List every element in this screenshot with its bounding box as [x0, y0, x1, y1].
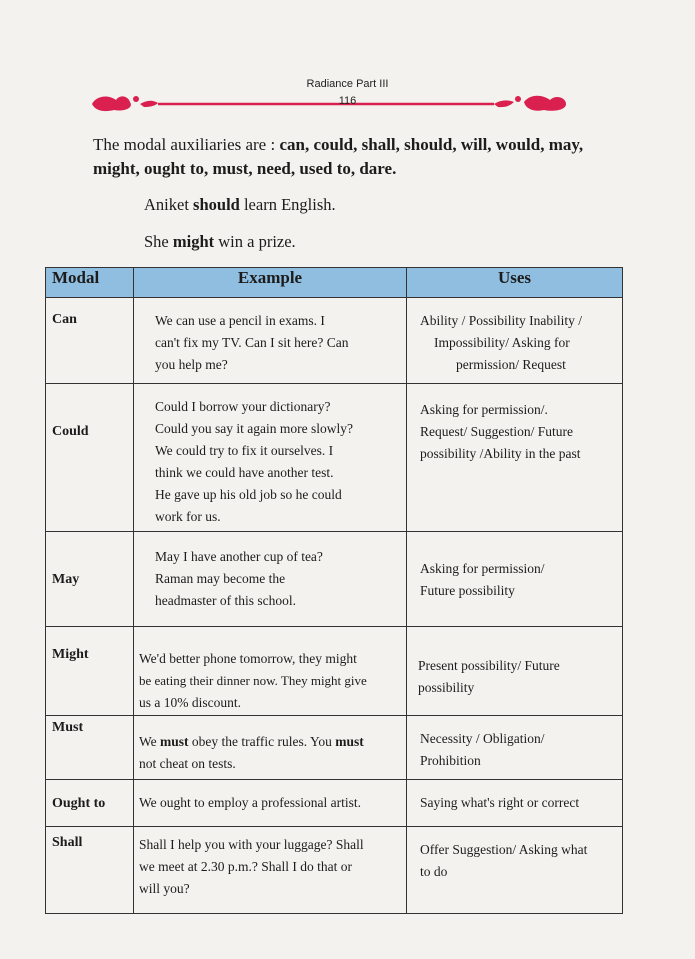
example-modal: must — [160, 734, 189, 749]
example-line: headmaster of this school. — [155, 593, 296, 608]
uses-line: Impossibility/ Asking for — [434, 335, 570, 350]
example-modal: might — [172, 232, 215, 251]
uses-line: possibility /Ability in the past — [420, 446, 581, 461]
modals-list: can, could, shall, should, will, would, may, might, ought to, must, need, used to, dare. — [93, 135, 584, 178]
intro-text: The modal auxiliaries are : — [93, 135, 280, 154]
uses-cell — [407, 780, 623, 827]
example-sentence — [144, 232, 296, 252]
table-row — [46, 627, 623, 716]
uses-line: Present possibility/ Future — [418, 658, 560, 673]
example-modal: should — [193, 195, 240, 214]
table-header-row — [46, 268, 623, 298]
uses-line: Prohibition — [420, 753, 481, 768]
example-line: Could you say it again more slowly? — [155, 421, 353, 436]
uses-line: Asking for permission/ — [420, 561, 545, 576]
modals-table — [45, 267, 623, 914]
uses-line: Future possibility — [420, 583, 515, 598]
uses-cell — [407, 716, 623, 780]
example-line: will you? — [139, 881, 190, 896]
uses-line: permission/ Request — [456, 357, 566, 372]
modal-name: Could — [46, 384, 134, 532]
table-row — [46, 532, 623, 627]
example-pre: Aniket — [144, 195, 194, 214]
uses-cell — [407, 384, 623, 532]
example-post: learn English. — [239, 195, 336, 214]
table-row — [46, 780, 623, 827]
page-number: 116 — [338, 95, 357, 107]
modal-name: Ought to — [46, 780, 134, 827]
table-row — [46, 298, 623, 384]
example-text: obey the traffic rules. You — [188, 734, 336, 749]
example-sentence — [144, 195, 336, 215]
modal-name: Can — [46, 298, 134, 384]
example-modal: must — [335, 734, 364, 749]
header-example: Example — [134, 268, 407, 298]
example-post: win a prize. — [214, 232, 296, 251]
example-cell — [134, 716, 407, 780]
example-cell — [134, 298, 407, 384]
example-line: be eating their dinner now. They might give — [139, 673, 367, 688]
example-line: you help me? — [155, 357, 228, 372]
uses-line: Request/ Suggestion/ Future — [420, 424, 573, 439]
modal-name: Must — [46, 716, 134, 780]
book-title: Radiance Part III — [306, 78, 389, 90]
header-modal: Modal — [46, 268, 134, 298]
example-line: We ought to employ a professional artist. — [139, 795, 361, 810]
example-cell — [134, 627, 407, 716]
uses-line: Necessity / Obligation/ — [420, 731, 545, 746]
example-line: Raman may become the — [155, 571, 286, 586]
example-cell — [134, 780, 407, 827]
uses-line: Offer Suggestion/ Asking what — [420, 842, 588, 857]
modal-name: May — [46, 532, 134, 627]
uses-cell — [407, 627, 623, 716]
uses-line: Asking for permission/. — [420, 402, 548, 417]
example-line: can't fix my TV. Can I sit here? Can — [155, 335, 349, 350]
table-row — [46, 384, 623, 532]
uses-line: to do — [420, 864, 448, 879]
example-line: we meet at 2.30 p.m.? Shall I do that or — [139, 859, 352, 874]
example-cell — [134, 827, 407, 914]
example-line: We could try to fix it ourselves. I — [155, 443, 334, 458]
example-line: May I have another cup of tea? — [155, 549, 323, 564]
example-line: not cheat on tests. — [139, 756, 236, 771]
example-line: Could I borrow your dictionary? — [155, 399, 331, 414]
table-row — [46, 827, 623, 914]
example-pre: She — [144, 232, 173, 251]
example-line: us a 10% discount. — [139, 695, 241, 710]
example-line: We can use a pencil in exams. I — [155, 313, 325, 328]
example-cell — [134, 384, 407, 532]
modal-name: Might — [46, 627, 134, 716]
uses-line: Ability / Possibility Inability / — [420, 313, 583, 328]
example-line: He gave up his old job so he could — [155, 487, 342, 502]
example-line: work for us. — [155, 509, 221, 524]
example-line: think we could have another test. — [155, 465, 334, 480]
page-header — [0, 78, 695, 118]
header-uses: Uses — [407, 268, 623, 298]
modal-name: Shall — [46, 827, 134, 914]
uses-cell — [407, 298, 623, 384]
example-text: We — [139, 734, 161, 749]
example-cell — [134, 532, 407, 627]
uses-line: possibility — [418, 680, 475, 695]
example-line — [139, 731, 399, 753]
example-line: Shall I help you with your luggage? Shall — [139, 837, 364, 852]
example-line: We'd better phone tomorrow, they might — [139, 651, 357, 666]
intro-paragraph — [93, 133, 613, 181]
table-row — [46, 716, 623, 780]
uses-cell — [407, 532, 623, 627]
uses-cell — [407, 827, 623, 914]
uses-line: Saying what's right or correct — [420, 795, 580, 810]
